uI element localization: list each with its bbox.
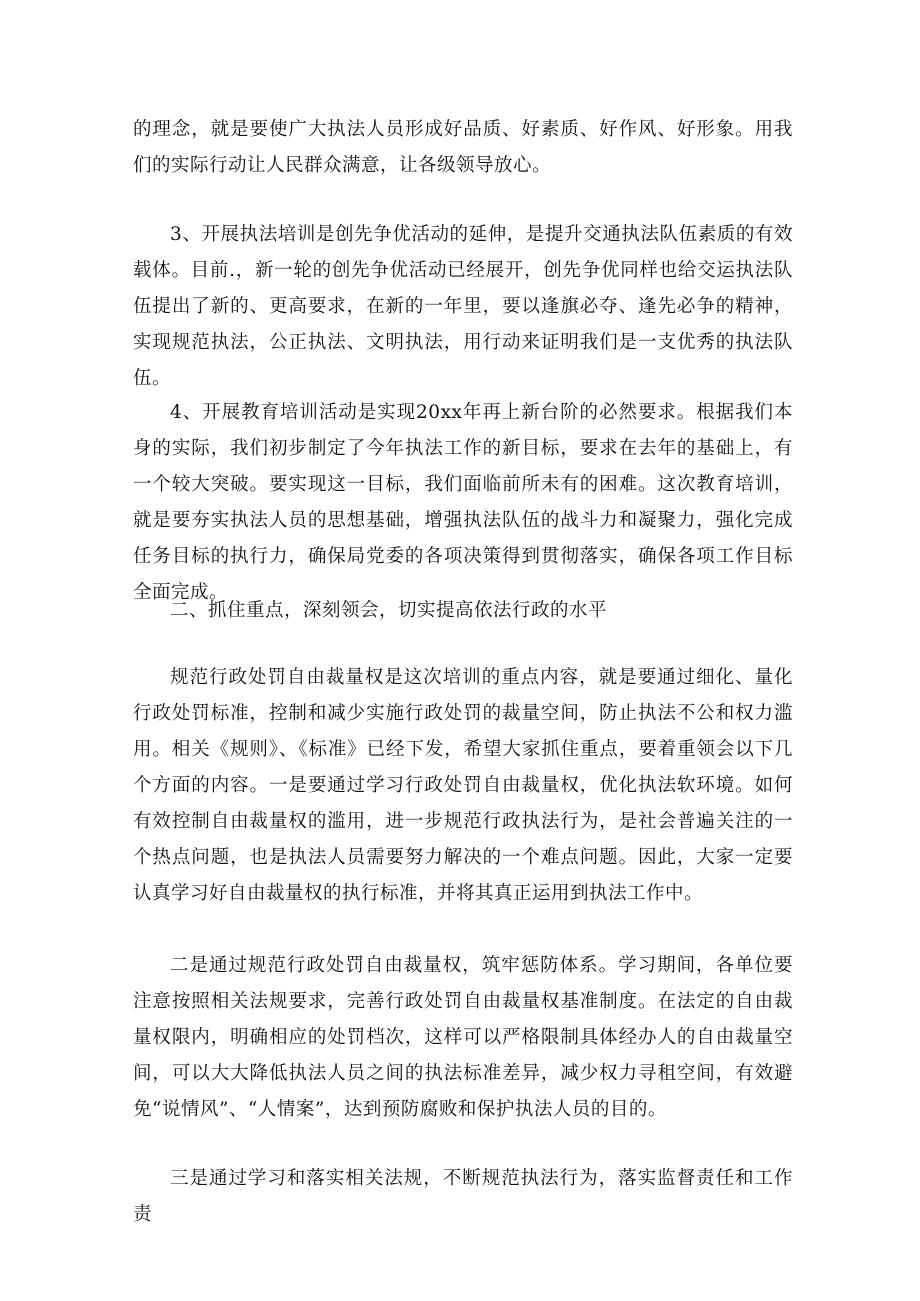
paragraph-4: 规范行政处罚自由裁量权是这次培训的重点内容，就是要通过细化、量化行政处罚标准，控制和减少实施行政处罚的裁量空间，防止执法不公和权力滥用。相关《规则》、《标准》已经下发，希望大家抓住重点，要着重领会以下几个方面的内容。一是要通过学习行政处罚自由裁量权，优化执法软环境。如何有效控制自由裁量权的滥用，进一步规范行政执法行为，是社会普遍关注的一个热点问题，也是执法人员需要努力解决的一个难点问题。因此，大家一定要认真学习好自由裁量权的执行标准，并将其真正运用到执法工作中。 xyxy=(133,667,793,904)
paragraph-1: 的理念，就是要使广大执法人员形成好品质、好素质、好作风、好形象。用我们的实际行动让人民群众满意，让各级领导放心。 xyxy=(133,119,793,176)
paragraph-2: 3、开展执法培训是创先争优活动的延伸，是提升交通执法队伍素质的有效载体。目前.，新一轮的创先争优活动已经展开，创先争优同样也给交运执法队伍提出了新的、更高要求，在新的一年里，要以逢旗必夺、逢先必争的精神，实现规范执法，公正执法、文明执法，用行动来证明我们是一支优秀的执法队伍。 xyxy=(133,224,793,389)
paragraph-6: 三是通过学习和落实相关法规，不断规范执法行为，落实监督责任和工作责 xyxy=(133,1168,793,1225)
section-heading: 二、抓住重点，深刻领会，切实提高依法行政的水平 xyxy=(170,600,608,621)
paragraph-3: 4、开展教育培训活动是实现20xx年再上新台阶的必然要求。根据我们本身的实际，我们初步制定了今年执法工作的新目标，要求在去年的基础上，有一个较大突破。要实现这一目标，我们面临前所未有的困难。这次教育培训，就是要夯实执法人员的思想基础，增强执法队伍的战斗力和凝聚力，强化完成任务目标的执行力，确保局党委的各项决策得到贯彻落实，确保各项工作目标全面完成。 xyxy=(133,402,793,603)
paragraph-5: 二是通过规范行政处罚自由裁量权，筑牢惩防体系。学习期间，各单位要注意按照相关法规要求，完善行政处罚自由裁量权基准制度。在法定的自由裁量权限内，明确相应的处罚档次，这样可以严格限制具体经办人的自由裁量空间，可以大大降低执法人员之间的执法标准差异，减少权力寻租空间，有效避免“说情风”、“人情案”，达到预防腐败和保护执法人员的目的。 xyxy=(133,955,793,1120)
